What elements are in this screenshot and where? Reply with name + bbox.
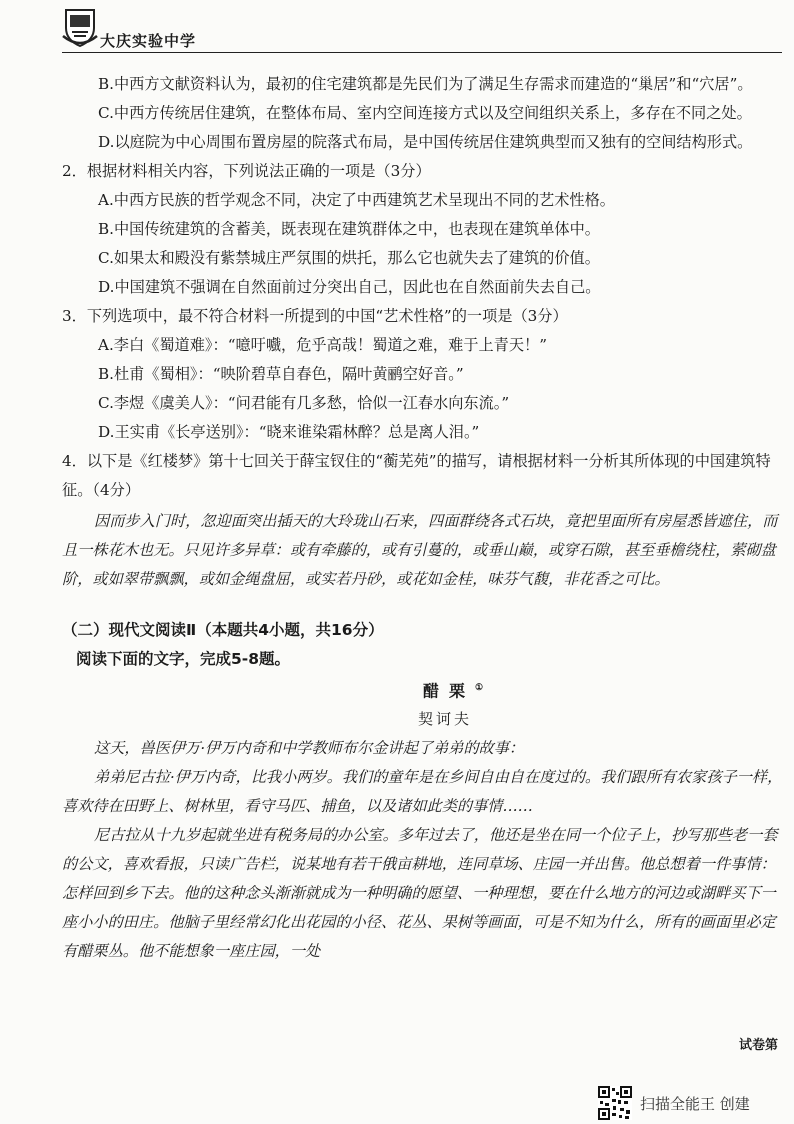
q4-stem: 4．以下是《红楼梦》第十七回关于薛宝钗住的“蘅芜苑”的描写，请根据材料一分析其所体现的中国建筑特征。（4分）	[62, 452, 771, 499]
qr-code-icon	[598, 1086, 632, 1120]
school-name: 大庆实验中学	[100, 32, 197, 50]
footnote-mark: ①	[474, 683, 484, 693]
story-title-text: 醋栗	[422, 681, 475, 701]
story-body	[62, 734, 784, 966]
story-title	[62, 674, 784, 705]
q4-excerpt: 因而步入门时，忽迎面突出插天的大玲珑山石来，四面群绕各式石块，竟把里面所有房屋悉皆遮住，而且一株花木也无。只见许多异草：或有牵藤的，或有引蔓的，或垂山巅，或穿石隙，甚至垂檐绕柱，萦砌盘阶，或如翠带飘飘，或如金绳盘屈，或实若丹砂，或花如金桂，味芬气馥，非花香之可比。	[62, 512, 778, 588]
story-paragraph: 弟弟尼古拉·伊万内奇，比我小两岁。我们的童年是在乡间自由自在度过的。我们跟所有农家孩子一样，喜欢待在田野上、树林里，看守马匹、捕鱼，以及诸如此类的事情……	[62, 768, 783, 816]
exam-content	[62, 70, 784, 966]
scanner-label: 扫描全能王 创建	[640, 1095, 750, 1113]
q3-option-a: A.李白《蜀道难》：“噫吁嚱，危乎高哉！蜀道之难，难于上青天！”	[98, 336, 547, 354]
q3-option-b: B.杜甫《蜀相》：“映阶碧草自春色，隔叶黄鹂空好音。”	[98, 365, 464, 383]
q3-option-c: C.李煜《虞美人》：“问君能有几多愁，恰似一江春水向东流。”	[98, 394, 510, 412]
page-header	[62, 6, 782, 53]
q3-option-d: D.王实甫《长亭送别》：“晓来谁染霜林醉？总是离人泪。”	[98, 423, 480, 441]
section-2-title: （二）现代文阅读Ⅱ（本题共4小题，共16分）	[62, 621, 384, 639]
q2-option-b: B.中国传统建筑的含蓄美，既表现在建筑群体之中，也表现在建筑单体中。	[98, 220, 600, 238]
q2-option-c: C.如果太和殿没有紫禁城庄严氛围的烘托，那么它也就失去了建筑的价值。	[98, 249, 600, 267]
q2-stem: 2．根据材料相关内容，下列说法正确的一项是（3分）	[62, 162, 431, 180]
q1-option-d: D.以庭院为中心周围布置房屋的院落式布局，是中国传统居住建筑典型而又独有的空间结构形式。	[98, 133, 753, 151]
page-number-label: 试卷第	[738, 1038, 778, 1053]
scanner-watermark	[598, 1086, 788, 1122]
section-2-instruction: 阅读下面的文字，完成5-8题。	[76, 650, 291, 668]
story-author: 契诃夫	[417, 710, 472, 729]
q1-option-b: B.中西方文献资料认为，最初的住宅建筑都是先民们为了满足生存需求而建造的“巢居”和“穴居”。	[98, 75, 753, 93]
school-crest-icon	[62, 6, 98, 48]
q1-option-c: C.中西方传统居住建筑，在整体布局、室内空间连接方式以及空间组织关系上，多存在不同之处。	[98, 104, 752, 122]
story-paragraph: 这天，兽医伊万·伊万内奇和中学教师布尔金讲起了弟弟的故事：	[94, 739, 525, 758]
q3-stem: 3．下列选项中，最不符合材料一所提到的中国“艺术性格”的一项是（3分）	[62, 307, 568, 325]
story-paragraph: 尼古拉从十九岁起就坐进有税务局的办公室。多年过去了，他还是坐在同一个位子上，抄写那些老一套的公文，喜欢看报，只读广告栏，说某地有若干俄亩耕地，连同草场、庄园一并出售。他总想着一件事情：怎样回到乡下去。他的这种念头渐渐就成为一种明确的愿望、一种理想，要在什么地方的河边或湖畔买下一座小小的田庄。他脑子里经常幻化出花园的小径、花丛、果树等画面，可是不知为什么，所有的画面里必定有醋栗丛。他不能想象一座庄园，一处	[62, 826, 778, 961]
q2-option-d: D.中国建筑不强调在自然面前过分突出自己，因此也在自然面前失去自己。	[98, 278, 601, 296]
q2-option-a: A.中西方民族的哲学观念不同，决定了中西建筑艺术呈现出不同的艺术性格。	[98, 191, 615, 209]
